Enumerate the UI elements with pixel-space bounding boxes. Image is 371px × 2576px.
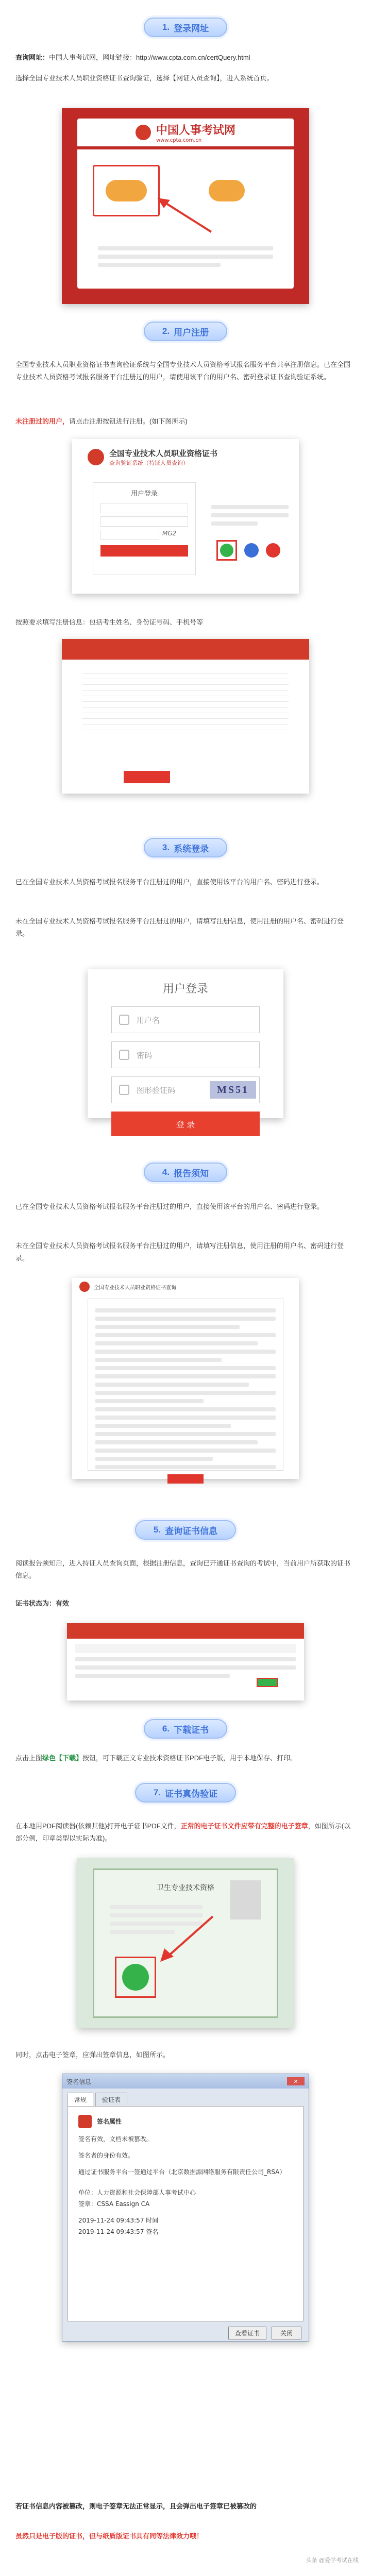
step2-para3: 按照要求填写注册信息：包括考生姓名、身份证号码、手机号等	[15, 618, 204, 626]
tab-general[interactable]: 常规	[68, 2093, 93, 2106]
query-result-screenshot	[67, 1623, 304, 1701]
shield-icon	[119, 1085, 129, 1095]
step6-para1: 点击上图绿色【下载】按钮，可下载正文专业技术资格证书PDF电子版，用于本地保存、打印。	[15, 1754, 297, 1762]
site-url: www.cpta.com.cn	[156, 138, 202, 143]
username-input[interactable]: 用户名	[111, 1006, 260, 1033]
notice-screenshot	[72, 1278, 299, 1479]
certificate-screenshot	[77, 1858, 294, 2028]
step-7-header	[0, 1783, 371, 1803]
step4-para1: 已在全国专业技术人员资格考试报名服务平台注册过的用户，直接使用该平台的用户名、密码进行登录。	[15, 1203, 324, 1210]
captcha-image: MS51	[210, 1081, 256, 1099]
cert-source-text: 通过证书服务平台一签通过平台（北京数据源网络服务有限责任公司_RSA）	[78, 2168, 286, 2176]
login-panel-title: 用户登录	[130, 490, 158, 498]
close-icon[interactable]: ✕	[287, 2077, 305, 2085]
step-pill: 1. 登录网址	[144, 18, 227, 37]
step-4-header	[0, 1163, 371, 1182]
login-button[interactable]: 登 录	[111, 1112, 260, 1136]
cert-logo-icon	[79, 1282, 90, 1292]
cpta-site-screenshot	[62, 108, 309, 304]
step-pill: 5. 查询证书信息	[135, 1520, 236, 1540]
cert-query-card[interactable]	[93, 165, 160, 216]
sign-time-text: 2019-11-24 09:43:57 时间	[78, 2217, 159, 2224]
cert-system-title: 全国专业技术人员职业资格证书	[109, 448, 218, 458]
step1-line2: 选择全国专业技术人员职业资格证书查询验证，选择【网证人员查询】，进入系统首页。	[15, 74, 274, 82]
register-button[interactable]	[216, 540, 237, 561]
step2-para1: 全国专业技术人员职业资格证书查询验证系统与全国专业技术人员资格考试报名服务平台共享注册信息。已在全国专业技术人员资格考试报名服务平台注册过的用户，请使用该平台的用户名、密码登录证书查询验证系统。	[15, 361, 351, 381]
cert-logo-icon	[88, 449, 104, 465]
register-form-screenshot	[62, 639, 309, 794]
step7-final-bold: 若证书信息内容被篡改，则电子签章无法正常显示，且会弹出电子签章已被篡改的	[15, 2502, 257, 2510]
photo-placeholder	[230, 1880, 261, 1920]
help-icon[interactable]	[266, 543, 280, 558]
e-signature-stamp[interactable]	[115, 1957, 156, 1998]
cpta-logo-icon	[136, 125, 151, 140]
password-input[interactable]: 密码	[111, 1041, 260, 1068]
step2-para2: 未注册过的用户，请点击注册按钮进行注册。(如下图所示)	[15, 417, 188, 425]
register-screenshot	[72, 439, 299, 594]
unit-text: 单位：人力资源和社会保障部人事考试中心	[78, 2189, 196, 2196]
signature-icon	[78, 2115, 92, 2128]
download-button[interactable]	[257, 1678, 278, 1687]
step7-para2: 同时，点击电子签章，应弹出签章信息，如图所示。	[15, 2051, 170, 2059]
check-icon	[122, 1964, 149, 1991]
sign-date-text: 2019-11-24 09:43:57 签名	[78, 2228, 159, 2235]
step-pill: 4. 报告须知	[144, 1163, 227, 1182]
step-6-header	[0, 1719, 371, 1739]
notice-title: 全国专业技术人员职业资格证书查询	[94, 1285, 176, 1291]
cert-system-subtitle: 查询验证系统（持证人员查询）	[109, 459, 189, 466]
lock-icon	[119, 1050, 129, 1060]
close-button[interactable]: 关闭	[272, 2327, 301, 2339]
step3-para2: 未在全国专业技术人员资格考试报名服务平台注册过的用户，请填写注册信息，使用注册的用户名、密码进行登录。	[15, 917, 344, 937]
agree-button[interactable]	[167, 1474, 204, 1484]
step7-para1: 在本地用PDF阅读器(依赖其他)打开电子证书PDF文件，正常的电子证书文件应带有完整的电子签章，如图所示(以部分例，印章类型以实际为准)。	[15, 1822, 351, 1842]
watermark: 头条 @爱学考试在线	[306, 2557, 359, 2564]
step-pill: 7. 证书真伪验证	[135, 1783, 236, 1803]
signature-valid-text: 签名有效，文档未被篡改。	[78, 2135, 153, 2143]
captcha-image: MG2	[162, 530, 177, 537]
login-title: 用户登录	[162, 982, 208, 995]
check-icon	[220, 544, 233, 557]
certificate-title: 卫生专业技术资格	[157, 1884, 214, 1892]
step-pill: 3. 系统登录	[144, 838, 227, 857]
pointer-arrow-icon	[156, 1911, 218, 1963]
step7-final-red: 虽然只是电子版的证书，但与纸质版证书具有同等法律效力哦！	[15, 2532, 204, 2540]
step-3-header	[0, 838, 371, 857]
user-icon[interactable]	[244, 543, 259, 558]
sign-source-text: 签章：CSSA Eassign CA	[78, 2200, 150, 2208]
tab-verify[interactable]: 验证表	[95, 2093, 127, 2106]
step-pill: 2. 用户注册	[144, 322, 227, 341]
view-certificate-button[interactable]: 查看证书	[228, 2327, 266, 2339]
step5-para1: 阅读报告须知后，进入持证人员查询页面，根据注册信息，查询已开通证书查询的考试中，当前用户所获取的证书信息。	[15, 1559, 351, 1579]
login-button[interactable]	[100, 545, 188, 557]
step5-status: 证书状态为：有效	[15, 1600, 70, 1607]
dialog-title: 签名信息	[66, 2078, 92, 2085]
submit-register-button[interactable]	[124, 771, 170, 783]
step-5-header	[0, 1520, 371, 1540]
pointer-arrow-icon	[155, 196, 216, 237]
step4-para2: 未在全国专业技术人员资格考试报名服务平台注册过的用户，请填写注册信息，使用注册的用户名、密码进行登录。	[15, 1242, 344, 1262]
login-screenshot	[88, 969, 283, 1130]
step1-line1: 查询网址：中国人事考试网，网址链接：http://www.cpta.com.cn/certQuery.html	[15, 54, 250, 61]
step3-para1: 已在全国专业技术人员资格考试报名服务平台注册过的用户，直接使用该平台的用户名、密码进行登录。	[15, 878, 324, 886]
step-pill: 6. 下载证书	[144, 1719, 227, 1739]
step-1-header	[0, 18, 371, 37]
signer-verified-text: 签名者的身份有效。	[78, 2152, 134, 2159]
step-2-header	[0, 322, 371, 341]
site-title: 中国人事考试网	[156, 124, 235, 137]
signature-dialog: 签名信息 ✕ 常规 验证表 签名属性 签名有效，文档未被篡改。 签名者的身份有效。 通过证书服务平台一签通过平台（北京数据源网络服务有限责任公司_RSA） 单位：人力资源和社会保障部人事考试中心 签章：CSSA Eassign CA 2019-11-24 09:43:57 时间 2019-11-24 09:43:57 签名 查看证书 关闭	[62, 2074, 309, 2342]
user-icon	[119, 1015, 129, 1025]
captcha-input[interactable]: 图形验证码 MS51	[111, 1076, 260, 1103]
